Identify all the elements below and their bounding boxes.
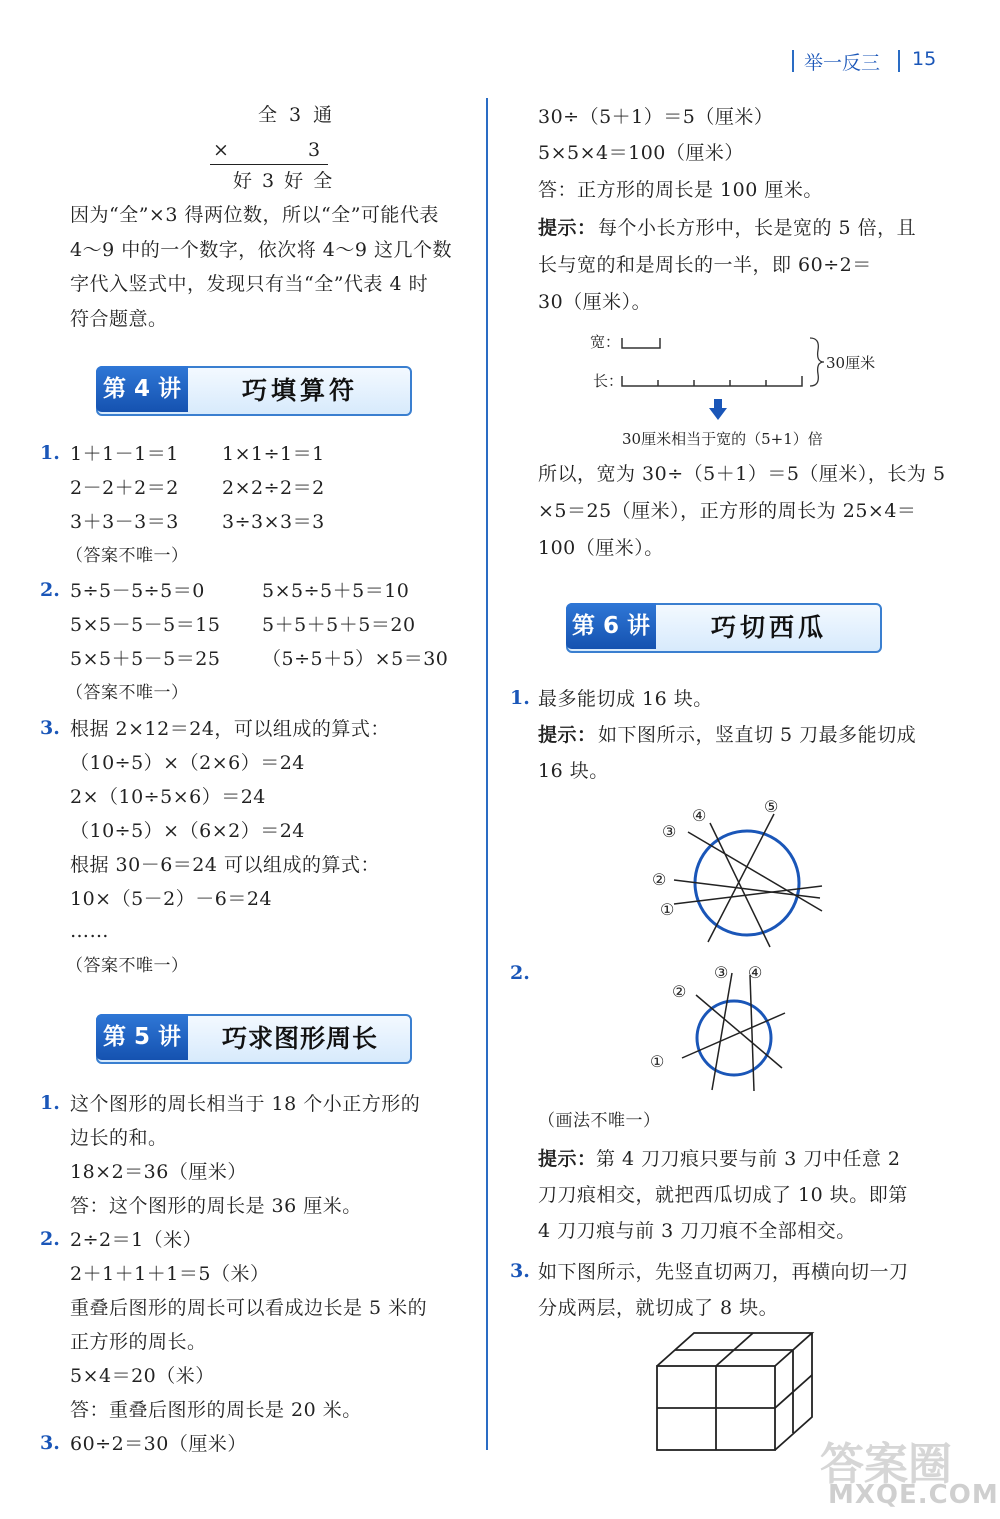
equation: 3÷3×3＝3: [222, 511, 325, 533]
equation: 5÷5－5÷5＝0: [70, 580, 205, 602]
equation: 1×1÷1＝1: [222, 443, 325, 465]
equation: 10×（5－2）－6＝24: [70, 888, 273, 910]
equation: 2＋1＋1＋1＝5（米）: [70, 1263, 270, 1285]
equation: 5＋5＋5＋5＝20: [262, 614, 416, 636]
answer-line: 答：正方形的周长是 100 厘米。: [538, 179, 823, 201]
equation: 2－2＋2＝2: [70, 477, 179, 499]
lecture-6-banner: [566, 603, 882, 653]
hint-text: 16 块。: [538, 760, 609, 782]
equation: 2×2÷2＝2: [222, 477, 325, 499]
diagram-caption: 30厘米相当于宽的（5+1）倍: [622, 430, 823, 448]
equation: （5÷5＋5）×5＝30: [262, 648, 449, 670]
text-line: 最多能切成 16 块。: [538, 688, 713, 710]
cut-label: ③: [662, 822, 677, 841]
answer-note: （答案不唯一）: [66, 546, 189, 566]
puzzle-result: 好 3 好 全: [233, 170, 335, 192]
question-number: 1.: [510, 687, 530, 709]
question-number: 2.: [510, 962, 530, 984]
intro-line: 符合题意。: [70, 308, 168, 330]
answer-line: 答：这个图形的周长是 36 厘米。: [70, 1195, 362, 1217]
equation: 1＋1－1＝1: [70, 443, 179, 465]
hint-text: 4 刀刀痕与前 3 刀刀痕不全部相交。: [538, 1220, 856, 1242]
text-line: 边长的和。: [70, 1127, 168, 1149]
watermark-url: MXQE.COM: [828, 1480, 999, 1510]
lecture-5-banner: [96, 1014, 412, 1064]
bar-diagram-lines: [600, 330, 930, 400]
equation: 3＋3－3＝3: [70, 511, 179, 533]
lecture-4-tag: 第 4 讲: [96, 366, 188, 412]
puzzle-multiplier: 3: [308, 139, 321, 161]
hint-text: 长与宽的和是周长的一半，即 60÷2＝: [538, 254, 872, 276]
watermark-logo: 答案圈: [820, 1439, 952, 1490]
equation: 5×5÷5＋5＝10: [262, 580, 410, 602]
hint-text: 如下图所示，竖直切 5 刀最多能切成: [598, 724, 917, 746]
equation: 5×5×4＝100（厘米）: [538, 142, 744, 164]
cut-label: ③: [714, 963, 729, 982]
puzzle-rule: [210, 164, 328, 165]
text-line: 100（厘米）。: [538, 537, 664, 559]
text-line: 正方形的周长。: [70, 1331, 207, 1353]
watermelon-5-cuts-diagram: [650, 795, 830, 950]
arrow-down-icon: [708, 399, 728, 421]
answer-note: （画法不唯一）: [538, 1111, 661, 1131]
text-line: 根据 30－6＝24 可以组成的算式：: [70, 854, 381, 876]
text-line: 根据 2×12＝24，可以组成的算式：: [70, 718, 390, 740]
equation: 30÷（5＋1）＝5（厘米）: [538, 106, 774, 128]
lecture-4-title: 巧填算符: [241, 376, 358, 405]
question-number: 2.: [40, 579, 60, 601]
answer-line: 答：重叠后图形的周长是 20 米。: [70, 1399, 362, 1421]
question-number: 1.: [40, 442, 60, 464]
puzzle-times: ×: [213, 139, 230, 161]
intro-line: 4～9 中的一个数字，依次将 4～9 这几个数: [70, 239, 452, 261]
cut-label: ⑤: [764, 797, 779, 816]
text-line: ×5＝25（厘米），正方形的周长为 25×4＝: [538, 500, 917, 522]
hint-text: 每个小长方形中，长是宽的 5 倍，且: [598, 217, 917, 239]
equation: 5×5＋5－5＝25: [70, 648, 221, 670]
column-divider: [486, 98, 488, 1450]
cut-label: ④: [748, 963, 763, 982]
header-bar-left: [792, 50, 794, 72]
question-number: 3.: [40, 1432, 60, 1454]
question-number: 3.: [40, 717, 60, 739]
equation: 2÷2＝1（米）: [70, 1229, 203, 1251]
text-line: 重叠后图形的周长可以看成边长是 5 米的: [70, 1297, 428, 1319]
text-line: 如下图所示，先竖直切两刀，再横向切一刀: [538, 1261, 909, 1283]
text-line: 这个图形的周长相当于 18 个小正方形的: [70, 1093, 421, 1115]
intro-line: 字代入竖式中，发现只有当“全”代表 4 时: [70, 273, 429, 295]
book-title: 举一反三: [804, 52, 881, 74]
hint-text: 刀刀痕相交，就把西瓜切成了 10 块。即第: [538, 1184, 908, 1206]
text-line: 分成两层，就切成了 8 块。: [538, 1297, 779, 1319]
cut-label: ②: [652, 870, 667, 889]
long-label: 长：: [593, 372, 624, 390]
ellipsis: ……: [70, 920, 109, 942]
cut-label: ①: [650, 1052, 665, 1071]
lecture-6-title: 巧切西瓜: [710, 613, 827, 642]
wide-label: 宽：: [590, 333, 621, 351]
lecture-6-tag: 第 6 讲: [566, 603, 656, 649]
cut-label: ①: [660, 900, 675, 919]
text-line: 所以，宽为 30÷（5＋1）＝5（厘米），长为 5: [538, 463, 946, 485]
equation: 2×（10÷5×6）＝24: [70, 786, 266, 808]
equation: 5×4＝20（米）: [70, 1365, 215, 1387]
cut-label: ②: [672, 982, 687, 1001]
answer-note: （答案不唯一）: [66, 683, 189, 703]
lecture-5-tag: 第 5 讲: [96, 1014, 188, 1060]
equation: （10÷5）×（6×2）＝24: [70, 820, 305, 842]
question-number: 2.: [40, 1228, 60, 1250]
cube-cut-diagram: [652, 1328, 822, 1456]
hint-text: 30（厘米）。: [538, 291, 652, 313]
question-number: 1.: [40, 1092, 60, 1114]
lecture-5-title: 巧求图形周长: [221, 1024, 378, 1053]
lecture-4-banner: [96, 366, 412, 416]
equation: 60÷2＝30（厘米）: [70, 1433, 247, 1455]
question-number: 3.: [510, 1260, 530, 1282]
hint-label: 提示：: [538, 217, 597, 239]
hint-text: 第 4 刀刀痕只要与前 3 刀中任意 2: [596, 1148, 901, 1170]
header-bar-right: [898, 50, 900, 72]
answer-note: （答案不唯一）: [66, 956, 189, 976]
equation: 5×5－5－5＝15: [70, 614, 221, 636]
hint-label: 提示：: [538, 1148, 597, 1170]
cut-label: ④: [692, 806, 707, 825]
equation: 18×2＝36（厘米）: [70, 1161, 247, 1183]
intro-line: 因为“全”×3 得两位数，所以“全”可能代表: [70, 204, 439, 226]
page-number: 15: [912, 48, 937, 70]
hint-label: 提示：: [538, 724, 597, 746]
equation: （10÷5）×（2×6）＝24: [70, 752, 305, 774]
puzzle-top: 全 3 通: [258, 104, 336, 126]
total-label: 30厘米: [826, 354, 876, 372]
